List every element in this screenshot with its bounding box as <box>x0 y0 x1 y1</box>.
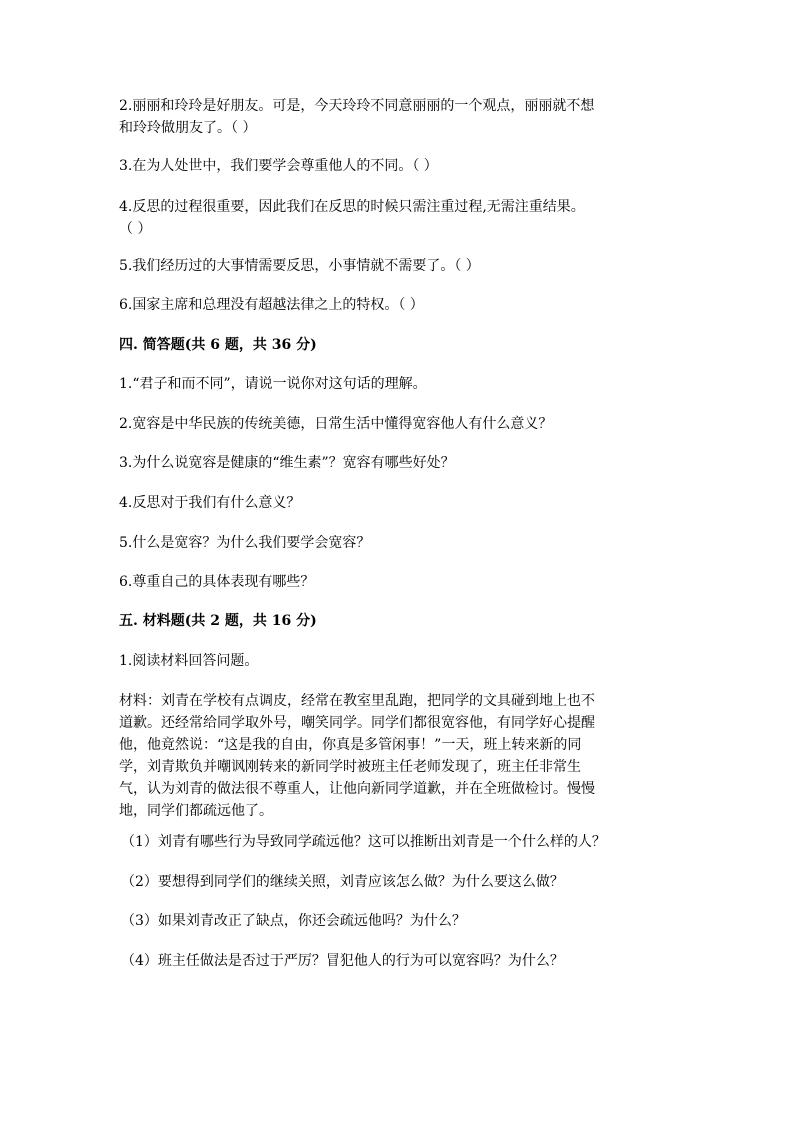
question-3-3: 3.在为人处世中，我们要学会尊重他人的不同。（ ） <box>119 158 438 174</box>
material-passage <box>119 690 675 822</box>
question-3-4-line-1: 4.反思的过程很重要，因此我们在反思的时候只需注重过程,无需注重结果。 <box>119 199 585 215</box>
question-4-1: 1.“君子和而不同”，请说一说你对这句话的理解。 <box>119 376 427 392</box>
sub-question-4: （4）班主任做法是否过于严厉？冒犯他人的行为可以宽容吗？为什么？ <box>121 953 564 969</box>
question-3-2 <box>119 95 675 139</box>
material-line-1: 材料：刘青在学校有点调皮，经常在教室里乱跑，把同学的文具碰到地上也不 <box>119 693 595 709</box>
material-line-4: 学，刘青欺负并嘲讽刚转来的新同学时被班主任老师发现了，班主任非常生 <box>119 759 581 775</box>
question-4-5: 5.什么是宽容？为什么我们要学会宽容？ <box>119 535 371 551</box>
sub-question-1: （1）刘青有哪些行为导致同学疏远他？这可以推断出刘青是一个什么样的人？ <box>121 834 606 850</box>
question-4-2: 2.宽容是中华民族的传统美德，日常生活中懂得宽容他人有什么意义？ <box>119 416 553 432</box>
question-3-4-line-2: （ ） <box>119 221 152 237</box>
question-3-2-line-2: 和玲玲做朋友了。（ ） <box>119 120 257 136</box>
material-line-2: 道歉。还经常给同学取外号，嘲笑同学。同学们都很宽容他，有同学好心提醒 <box>119 715 595 731</box>
question-3-2-line-1: 2.丽丽和玲玲是好朋友。可是，今天玲玲不同意丽丽的一个观点，丽丽就不想 <box>119 98 595 114</box>
question-4-3: 3.为什么说宽容是健康的“维生素”？宽容有哪些好处？ <box>119 455 455 471</box>
question-4-4: 4.反思对于我们有什么意义？ <box>119 495 301 511</box>
section-5-heading: 五. 材料题(共 2 题，共 16 分) <box>119 613 317 629</box>
material-line-6: 地，同学们都疏远他了。 <box>119 803 273 819</box>
material-line-3: 他，他竟然说：“这是我的自由，你真是多管闲事！”一天，班上转来新的同 <box>119 737 582 753</box>
question-3-6: 6.国家主席和总理没有超越法律之上的特权。（ ） <box>119 297 424 313</box>
question-3-5: 5.我们经历过的大事情需要反思，小事情就不需要了。（ ） <box>119 258 480 274</box>
sub-question-2: （2）要想得到同学们的继续关照，刘青应该怎么做？为什么要这么做？ <box>121 874 564 890</box>
material-line-5: 气，认为刘青的做法很不尊重人，让他向新同学道歉，并在全班做检讨。慢慢 <box>119 781 595 797</box>
section-4-heading: 四. 简答题(共 6 题，共 36 分) <box>119 337 317 353</box>
sub-question-3: （3）如果刘青改正了缺点，你还会疏远他吗？为什么？ <box>121 913 466 929</box>
question-5-1: 1.阅读材料回答问题。 <box>119 653 259 669</box>
question-4-6: 6.尊重自己的具体表现有哪些？ <box>119 574 315 590</box>
question-3-4 <box>119 196 675 240</box>
